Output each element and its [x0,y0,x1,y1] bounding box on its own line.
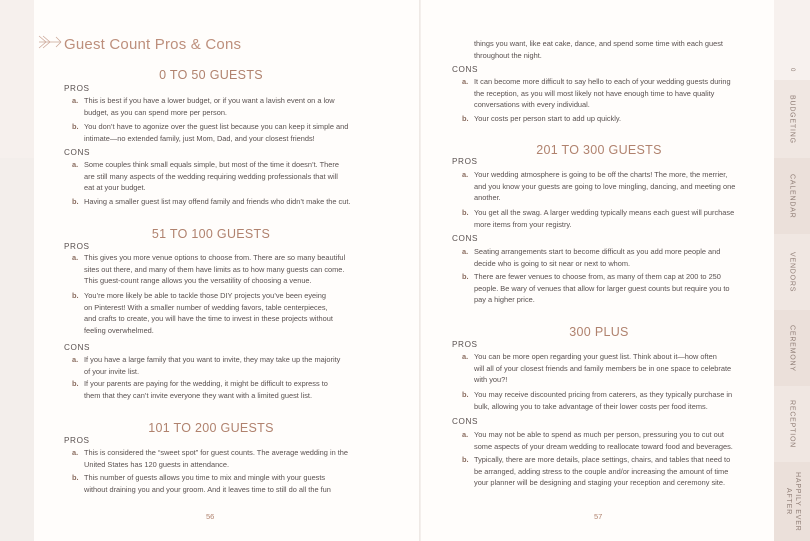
list-item [462,246,766,269]
item-marker: a. [72,448,79,457]
cons-label: CONS [452,417,479,426]
list-item [72,121,364,144]
item-marker: a. [462,77,469,86]
item-marker: a. [72,160,79,169]
list-item [72,196,374,208]
list-item [462,429,766,452]
item-marker: a. [462,170,469,179]
item-marker: a. [72,253,79,262]
item-marker: b. [462,208,469,217]
continued-text [474,38,764,61]
item-line: There are fewer venues to choose from, as many of them cap at 200 to 250 [474,272,721,281]
list-item [72,447,374,470]
item-line: You’re more likely be able to tackle those DIY projects you’ve been eyeing [84,291,326,300]
list-item [72,290,374,336]
item-line: be arranged, adding stress to the couple and/or increasing the amount of time [474,466,729,476]
list-item [72,472,374,495]
item-line: will all of your closest friends and family members be in one space to celebrate [474,363,732,373]
item-line: This is best if you have a lower budget, or if you want a lavish event on a low [84,96,335,105]
list-item [72,378,374,401]
item-line: Some couples think small equals simple, but most of the time it doesn’t. There [84,160,339,169]
tab-reception[interactable] [774,386,810,462]
list-item [462,113,766,125]
cons-label: CONS [64,148,91,157]
item-line: decide who is going to sit near or next to whom. [474,258,631,268]
tab-ceremony[interactable] [774,310,810,386]
item-line: bulk, allowing you to take advantage of their lower costs per food items. [474,401,708,411]
item-line: Your wedding atmosphere is going to be off the charts! The more, the merrier, [474,170,728,179]
item-line: pay a higher price. [474,295,535,305]
tab-label: RECEPTION [788,399,796,449]
tab-budgeting[interactable] [774,80,810,158]
cons-label: CONS [452,234,479,243]
item-marker: b. [72,122,79,131]
item-marker: a. [462,430,469,439]
item-line: feeling overwhelmed. [84,325,154,335]
item-line: Your costs per person start to add up quickly. [474,114,622,123]
tab-vendors[interactable] [774,234,810,310]
item-marker: b. [72,197,79,206]
item-line: things you want, like eat cake, dance, and spend some time with each guest [474,39,723,48]
item-line: This guest-count range allows you the versatility of choosing a venue. [84,276,312,286]
cons-label: CONS [452,65,479,74]
list-item [462,351,766,386]
item-line: sites out there, and many of them have limits as to how many guests can come. [84,264,345,274]
item-marker: b. [462,455,469,464]
item-marker: a. [72,96,79,105]
item-line: them that they can’t invite everyone they want with a limited guest list. [84,390,312,400]
item-line: United States has 120 guests in attendance. [84,459,230,469]
item-line: Typically, there are more details, place settings, chairs, and tables that need to [474,455,731,464]
item-line: with you?! [474,375,508,385]
item-line: throughout the night. [474,50,542,60]
item-marker: b. [72,473,79,482]
item-line: people. Be wary of venues that allow for larger guest counts but require you to [474,283,730,293]
section-heading-101-200: 101 TO 200 GUESTS [148,421,274,435]
page-number-right: 57 [594,512,603,521]
chapter-title: Guest Count Pros & Cons [64,36,242,53]
item-line: another. [474,193,501,203]
item-line: You can be more open regarding your guest list. Think about it—how often [474,352,717,361]
item-marker: b. [72,379,79,388]
pros-label: PROS [452,157,478,166]
item-line: without draining you and your groom. And it leaves time to still do all the fun [84,484,331,494]
item-line: Seating arrangements start to become difficult as you add more people and [474,247,721,256]
item-line: are still many aspects of the wedding requiring wedding professionals that will [84,171,338,181]
item-line: You get all the swag. A larger wedding typically means each guest will purchase [474,208,735,217]
tab-label: BUDGETING [788,94,796,144]
list-item [462,454,766,489]
item-line: your planner will be designing and staging your reception and ceremony site. [474,478,726,488]
left-margin-strip [0,0,34,541]
chapter-tabs [774,0,810,541]
item-line: budget, as you can spend more per person. [84,107,227,117]
item-line: You may not be able to spend as much per person, pressuring you to cut out [474,430,724,439]
list-item [72,159,364,194]
item-line: You don’t have to agonize over the guest list because you can keep it simple and [84,122,349,131]
item-line: on Pinterest! With a smaller number of wedding favors, table centerpieces, [84,302,328,312]
item-line: Having a smaller guest list may offend family and friends who didn’t make the cut. [84,197,351,206]
item-line: This number of guests allows you time to mix and mingle with your guests [84,473,326,482]
list-item [462,271,766,306]
item-line: If you have a large family that you want to invite, they may take up the majority [84,355,341,364]
item-line: some aspects of your dream wedding to reallocate toward food and beverages. [474,441,733,451]
item-marker: a. [462,352,469,361]
list-item [72,95,364,118]
list-item [462,169,766,204]
pros-label: PROS [64,242,90,251]
list-item [462,389,766,412]
item-line: intimate—no extended family, just Mom, Dad, and your closest friends! [84,133,315,143]
item-line: and crafts to create, you will have the time to invest in these projects without [84,314,333,324]
section-heading-51-100: 51 TO 100 GUESTS [151,227,271,241]
item-marker: a. [462,247,469,256]
item-marker: b. [462,390,469,399]
section-heading-0-50: 0 TO 50 GUESTS [159,68,263,82]
pros-label: PROS [452,340,478,349]
list-item [462,207,766,230]
item-marker: b. [462,114,469,123]
book-gutter [419,0,421,541]
item-line: the reception, as you will most likely not have enough time to have quality [474,88,715,98]
item-line: You may receive discounted pricing from caterers, as they typically purchase in [474,390,733,399]
item-line: of your invite list. [84,366,140,376]
tab-happily-ever-after[interactable] [774,462,810,541]
item-line: If your parents are paying for the wedding, it might be difficult to express to [84,379,328,388]
item-line: more items from your registry. [474,219,572,229]
arrow-ornament-icon [38,33,62,51]
page-number-left: 56 [206,512,215,521]
list-item [462,76,766,111]
tab-label: VENDORS [788,251,796,293]
tab-label: CALENDAR [788,173,796,219]
item-line: eat at your budget. [84,183,146,193]
tab-marker: 0 [789,68,795,72]
pros-label: PROS [64,84,90,93]
tab-label: CEREMONY [788,324,796,372]
section-heading-300-plus: 300 PLUS [569,325,629,339]
item-line: This gives you more venue options to choose from. There are so many beautiful [84,253,346,262]
item-marker: a. [72,355,79,364]
item-line: It can become more difficult to say hello to each of your wedding guests during [474,77,731,86]
section-heading-201-300: 201 TO 300 GUESTS [536,143,662,157]
item-line: conversations with every individual. [474,100,590,110]
tab-label: HAPPILY EVER AFTER [785,471,801,532]
item-marker: b. [72,291,79,300]
item-line: and you know your guests are going to love mingling, dancing, and meeting one [474,181,736,191]
item-marker: b. [462,272,469,281]
list-item [72,354,374,377]
tab-calendar[interactable] [774,158,810,234]
cons-label: CONS [64,343,91,352]
list-item [72,252,374,287]
item-line: This is considered the “sweet spot” for guest counts. The average wedding in the [84,448,349,457]
left-margin-lower [0,158,34,541]
pros-label: PROS [64,436,90,445]
